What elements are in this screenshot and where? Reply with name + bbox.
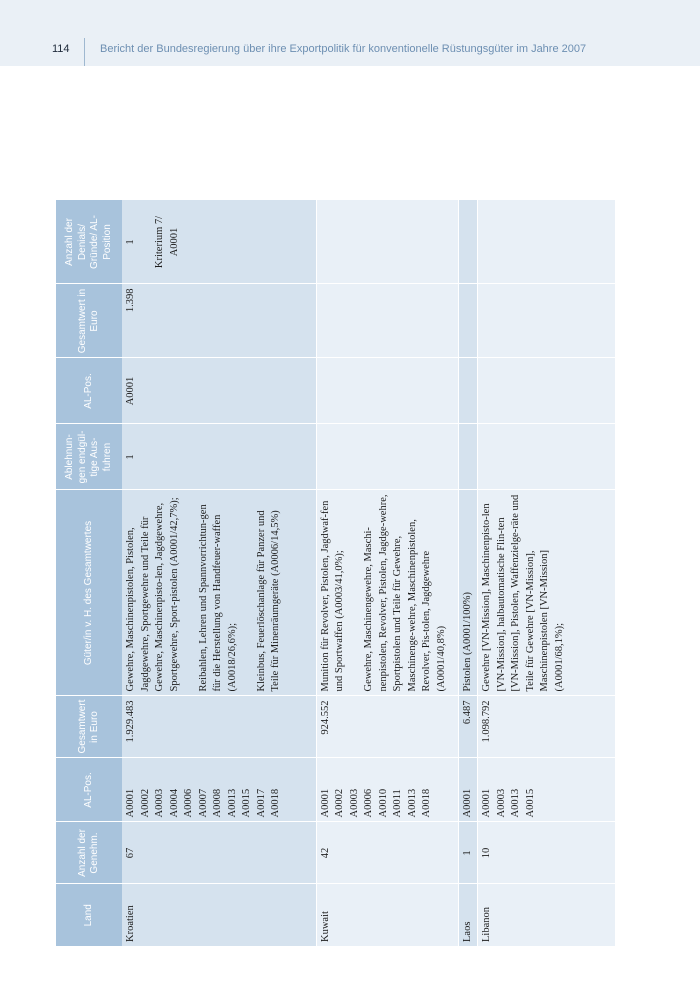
cell-al-pos-ablehnung: A0001 — [122, 358, 316, 424]
table-row — [122, 200, 316, 946]
denial-count: 1 — [125, 239, 136, 245]
denial-al-position: A0001 — [168, 227, 180, 257]
cell-anzahl: 1 — [458, 822, 478, 884]
col-header-land: Land — [56, 884, 122, 946]
goods-entry: Kleinbus, Feuerlöschanlage für Panzer und Teile für Minenräumgeräte (A0006/14,5%) — [255, 510, 281, 692]
cell-land: Kroatien — [122, 884, 316, 946]
cell-gueter — [316, 490, 458, 696]
al-pos-item: A0018 — [270, 788, 281, 818]
al-pos-item: A0010 — [377, 788, 389, 818]
cell-denials — [478, 200, 616, 284]
al-pos-item: A0006 — [183, 788, 194, 818]
goods-entry: Munition für Revolver, Pistolen, Jagdwaf-fen und Sportwaffen (A0003/41,0%); — [319, 500, 345, 692]
table-header-row — [56, 200, 122, 946]
cell-gesamtwert: 1.929.483 — [122, 696, 316, 758]
al-pos-item: A0011 — [392, 789, 403, 818]
al-pos-item: A0006 — [363, 788, 374, 818]
cell-gesamtwert: 6.487 — [458, 696, 478, 758]
cell-gesamtwert: 1.098.792 — [478, 696, 616, 758]
cell-anzahl: 42 — [316, 822, 458, 884]
goods-entry: Reibahlen, Lehren und Spannvorrichtun-gen für die Herstellung von Handfeuer-waffen (A0018/26,6%); — [197, 504, 238, 692]
al-pos-item: A0001 — [461, 788, 473, 818]
col-header-al-pos: AL-Pos. — [56, 758, 122, 822]
cell-land: Kuwait — [316, 884, 458, 946]
col-header-gesamtwert: Gesamtwert in Euro — [56, 696, 122, 758]
al-pos-item: A0015 — [241, 788, 252, 818]
col-header-al-pos-ablehnung: AL-Pos. — [56, 358, 122, 424]
cell-gesamtwert-ablehnung — [458, 284, 478, 358]
cell-al-pos — [122, 758, 316, 822]
col-header-gueter: Güter/in v. H. des Gesamtwertes — [56, 490, 122, 696]
cell-gueter — [122, 490, 316, 696]
cell-al-pos-ablehnung — [478, 358, 616, 424]
al-pos-item: A0001 — [125, 788, 136, 818]
col-header-gesamtwert-ablehnung: Gesamtwert in Euro — [56, 284, 122, 358]
al-pos-item: A0003 — [495, 788, 507, 818]
table-row — [458, 200, 478, 946]
cell-gueter — [458, 490, 478, 696]
al-pos-item: A0001 — [319, 788, 331, 818]
cell-denials — [122, 200, 316, 284]
goods-entry: Gewehre [VN-Mission], Maschinenpisto-len [VN-Mission], halbautomatische Flin-ten [VN-Mission], Pistolen, Waffenzielge-räte und Teile für Gewehre [VN-Mission], Maschinenpistolen [VN-Mission] (A0001/68,1%); — [481, 494, 565, 692]
cell-denials — [458, 200, 478, 284]
goods-entry: Gewehre, Maschinenpistolen, Pistolen, Jagdgewehre, Sportgewehre und Teile für Gewehre, Maschinenpisto-len, Jagdgewehre, Sportgewehre, Sport-pistolen (A0001/42,7%); — [125, 497, 180, 692]
al-pos-item: A0013 — [510, 788, 521, 818]
page-header — [0, 0, 700, 66]
cell-gesamtwert-ablehnung — [478, 284, 616, 358]
cell-land: Libanon — [478, 884, 616, 946]
al-pos-item: A0013 — [406, 788, 418, 818]
cell-gesamtwert: 924.552 — [316, 696, 458, 758]
page-number: 114 — [52, 43, 70, 55]
al-pos-item: A0015 — [524, 788, 536, 818]
col-header-anzahl: Anzahl der Genehm. — [56, 822, 122, 884]
cell-anzahl: 10 — [478, 822, 616, 884]
table-row — [316, 200, 458, 946]
al-pos-item: A0002 — [139, 788, 151, 818]
cell-gesamtwert-ablehnung: 1.398 — [122, 284, 316, 358]
al-pos-item: A0008 — [212, 788, 223, 818]
cell-al-pos-ablehnung — [458, 358, 478, 424]
cell-al-pos — [478, 758, 616, 822]
col-header-ablehnungen: Ablehnun-gen endgül-tige Aus-fuhren — [56, 424, 122, 490]
al-pos-item: A0007 — [197, 788, 209, 818]
al-pos-item: A0003 — [154, 788, 165, 818]
goods-entry: Gewehre, Maschinengewehre, Maschi-nenpistolen, Revolver, Pistolen, Jagdge-wehre, Sportpistolen und Teile für Gewehre, Maschinenge-wehre, Maschinenpistolen, Revolver, Pis-tolen, Jagdgewehre (A0001/40,8%) — [363, 494, 447, 692]
rotated-table-container — [56, 200, 616, 946]
cell-gueter — [478, 490, 616, 696]
cell-al-pos — [316, 758, 458, 822]
al-pos-item: A0002 — [334, 788, 345, 818]
goods-entry: Pistolen (A0001/100%) — [461, 592, 473, 692]
al-pos-item: A0003 — [348, 788, 360, 818]
col-header-denials: Anzahl der Denials/ Gründe/ AL-Position — [56, 200, 122, 284]
al-pos-item: A0013 — [226, 788, 238, 818]
denial-reason: Kriterium 7/ — [154, 215, 165, 269]
al-pos-item: A0001 — [481, 788, 492, 818]
cell-al-pos-ablehnung — [316, 358, 458, 424]
al-pos-item: A0004 — [168, 788, 180, 818]
cell-ablehnungen — [316, 424, 458, 490]
table-row — [478, 200, 616, 946]
cell-denials — [316, 200, 458, 284]
cell-land: Laos — [458, 884, 478, 946]
cell-al-pos — [458, 758, 478, 822]
al-pos-item: A0018 — [421, 788, 432, 818]
cell-ablehnungen: 1 — [122, 424, 316, 490]
cell-ablehnungen — [478, 424, 616, 490]
cell-gesamtwert-ablehnung — [316, 284, 458, 358]
header-divider — [84, 38, 85, 66]
al-pos-item: A0017 — [255, 788, 267, 818]
export-table — [56, 200, 616, 947]
running-title: Bericht der Bundesregierung über ihre Exportpolitik für konventionelle Rüstungsgüter im Jahre 2007 — [100, 43, 587, 55]
cell-ablehnungen — [458, 424, 478, 490]
cell-anzahl: 67 — [122, 822, 316, 884]
